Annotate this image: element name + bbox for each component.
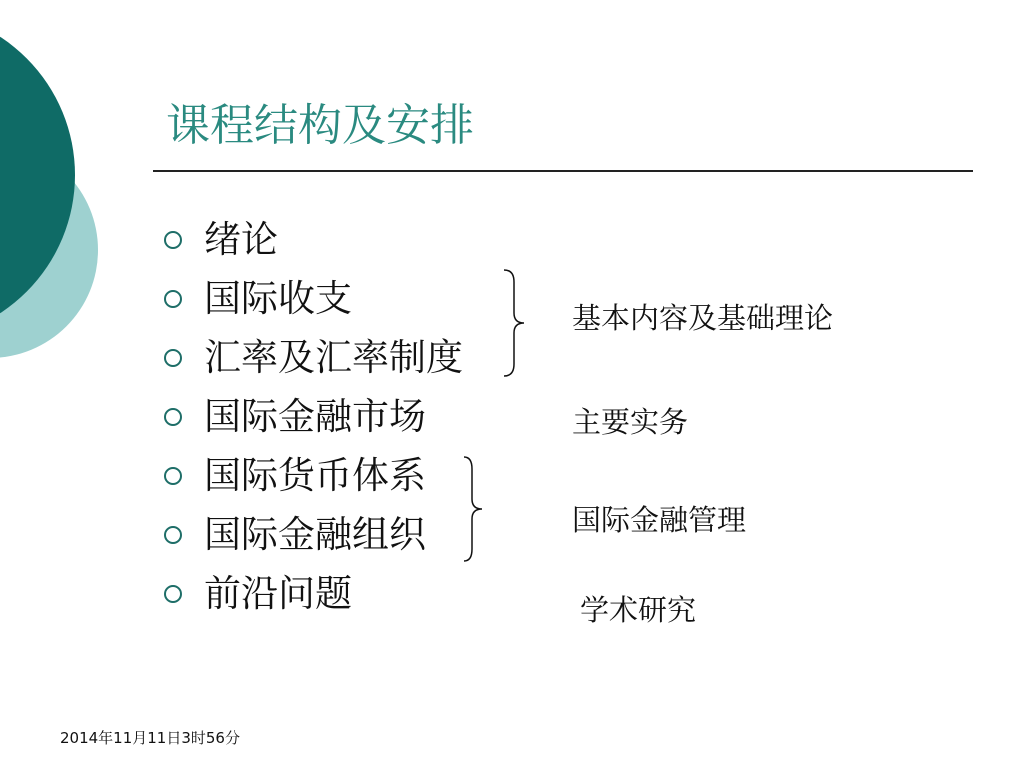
note-management: 国际金融管理 xyxy=(572,503,747,537)
note-research: 学术研究 xyxy=(580,593,697,627)
list-item xyxy=(164,387,463,446)
list-item-text: 绪论 xyxy=(204,217,278,261)
bullet-circle-icon xyxy=(164,585,182,603)
list-item-text: 国际金融市场 xyxy=(204,394,426,438)
right-brace-icon xyxy=(502,268,526,378)
bullet-circle-icon xyxy=(164,467,182,485)
bullet-circle-icon xyxy=(164,526,182,544)
bullet-circle-icon xyxy=(164,231,182,249)
right-brace-icon xyxy=(462,455,484,563)
topic-list xyxy=(164,210,463,623)
bullet-circle-icon xyxy=(164,290,182,308)
title-divider xyxy=(153,170,973,172)
list-item-text: 前沿问题 xyxy=(204,571,352,615)
list-item-text: 汇率及汇率制度 xyxy=(204,335,463,379)
footer-date: 2014年11月11日3时56分 xyxy=(60,729,240,747)
bullet-circle-icon xyxy=(164,349,182,367)
decorative-circles xyxy=(0,0,110,400)
list-item xyxy=(164,446,463,505)
list-item xyxy=(164,505,463,564)
note-basic-theory: 基本内容及基础理论 xyxy=(572,301,834,335)
bullet-circle-icon xyxy=(164,408,182,426)
list-item-text: 国际货币体系 xyxy=(204,453,426,497)
list-item xyxy=(164,328,463,387)
note-practice: 主要实务 xyxy=(572,405,689,439)
slide-title: 课程结构及安排 xyxy=(166,100,474,151)
list-item-text: 国际金融组织 xyxy=(204,512,426,556)
list-item xyxy=(164,210,463,269)
list-item-text: 国际收支 xyxy=(204,276,352,320)
list-item xyxy=(164,269,463,328)
list-item xyxy=(164,564,463,623)
